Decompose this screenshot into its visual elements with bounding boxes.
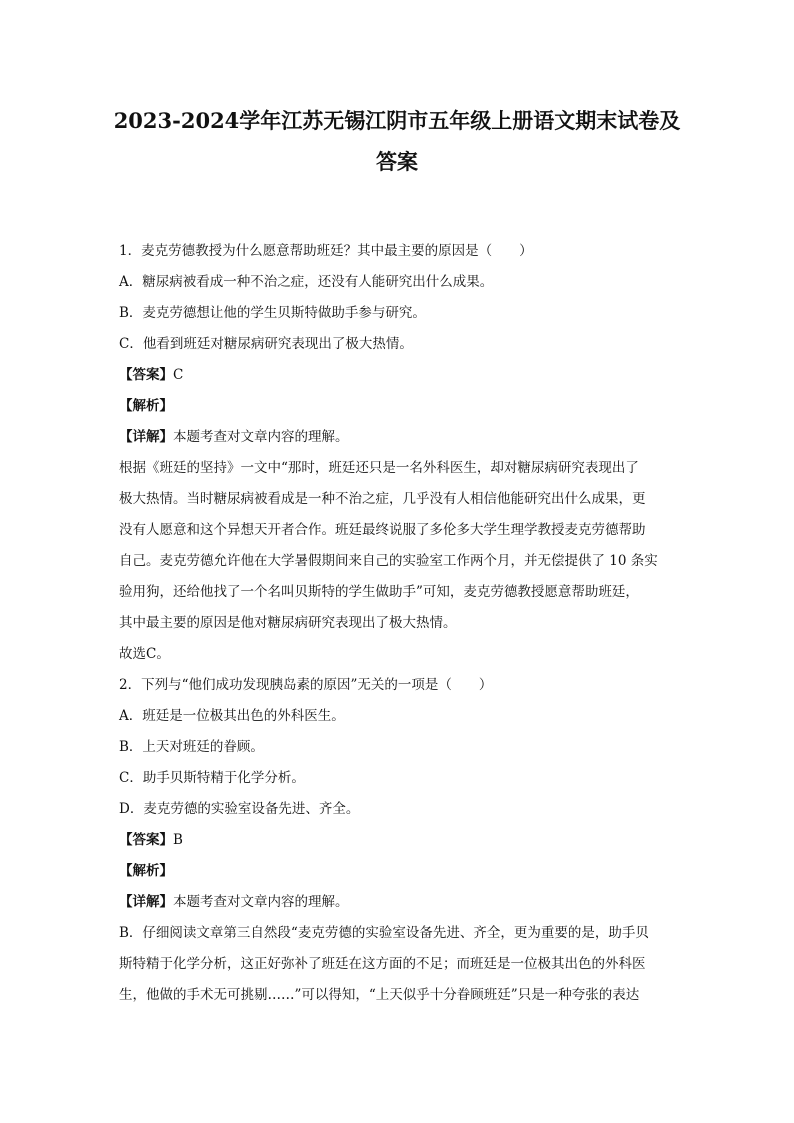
q1-answer-label: 【答案】	[119, 367, 173, 383]
q2-option-d: D．麦克劳德的实验室设备先进、齐全。	[119, 801, 360, 817]
title-line-1: 2023-2024学年江苏无锡江阴市五年级上册语文期末试卷及	[113, 108, 681, 133]
q2-option-b: B．上天对班廷的眷顾。	[119, 739, 264, 755]
document-body	[119, 236, 679, 1011]
q1-detail-text: 本题考查对文章内容的理解。	[173, 429, 349, 445]
q1-explanation-line-5: 验用狗，还给他找了一个名叫贝斯特的学生做助手”可知，麦克劳德教授愿意帮助班廷，	[119, 584, 639, 600]
q1-analysis	[119, 391, 679, 422]
q1-explanation-line-6: 其中最主要的原因是他对糖尿病研究表现出了极大热情。	[119, 615, 457, 631]
q2-question: 2．下列与“他们成功发现胰岛素的原因”无关的一项是（ ）	[119, 677, 493, 693]
q1-conclusion: 故选C。	[119, 646, 170, 662]
q1-explanation-line-2: 极大热情。当时糖尿病被看成是一种不治之症，几乎没有人相信他能研究出什么成果，更	[119, 491, 646, 507]
q1-question: 1．麦克劳德教授为什么愿意帮助班廷？其中最主要的原因是（ ）	[119, 243, 533, 259]
q2-answer	[119, 825, 679, 856]
q1-option-c: C．他看到班廷对糖尿病研究表现出了极大热情。	[119, 336, 413, 352]
q2-detail	[119, 887, 679, 918]
q2-answer-value: B	[173, 832, 183, 848]
q1-detail	[119, 422, 679, 453]
q1-explanation-line-4: 自己。麦克劳德允许他在大学暑假期间来自己的实验室工作两个月，并无偿提供了 10 条实	[119, 553, 658, 569]
q1-detail-label: 【详解】	[119, 429, 173, 445]
q1-analysis-label: 【解析】	[119, 398, 173, 414]
q2-analysis	[119, 856, 679, 887]
q1-option-b: B．麦克劳德想让他的学生贝斯特做助手参与研究。	[119, 305, 426, 321]
q1-explanation-line-3: 没有人愿意和这个异想天开者合作。班廷最终说服了多伦多大学生理学教授麦克劳德帮助	[119, 522, 646, 538]
q1-option-a: A．糖尿病被看成一种不治之症，还没有人能研究出什么成果。	[119, 274, 494, 290]
document-title	[100, 100, 694, 182]
q2-answer-label: 【答案】	[119, 832, 173, 848]
q2-option-c: C．助手贝斯特精于化学分析。	[119, 770, 305, 786]
q2-analysis-label: 【解析】	[119, 863, 173, 879]
q2-detail-text: 本题考查对文章内容的理解。	[173, 894, 349, 910]
title-line-2: 答案	[376, 149, 418, 174]
q2-explanation-line-3: 生，他做的手术无可挑剔……”可以得知，“上天似乎十分眷顾班廷”只是一种夸张的表达	[119, 987, 640, 1003]
q2-detail-label: 【详解】	[119, 894, 173, 910]
q2-explanation-line-1: B．仔细阅读文章第三自然段“麦克劳德的实验室设备先进、齐全，更为重要的是，助手贝	[119, 925, 649, 941]
q1-explanation-line-1: 根据《班廷的坚持》一文中“那时，班廷还只是一名外科医生，却对糖尿病研究表现出了	[119, 460, 639, 476]
q2-option-a: A．班廷是一位极其出色的外科医生。	[119, 708, 345, 724]
q2-explanation-line-2: 斯特精于化学分析，这正好弥补了班廷在这方面的不足；而班廷是一位极其出色的外科医	[119, 956, 646, 972]
q1-answer	[119, 360, 679, 391]
q1-answer-value: C	[173, 367, 184, 383]
